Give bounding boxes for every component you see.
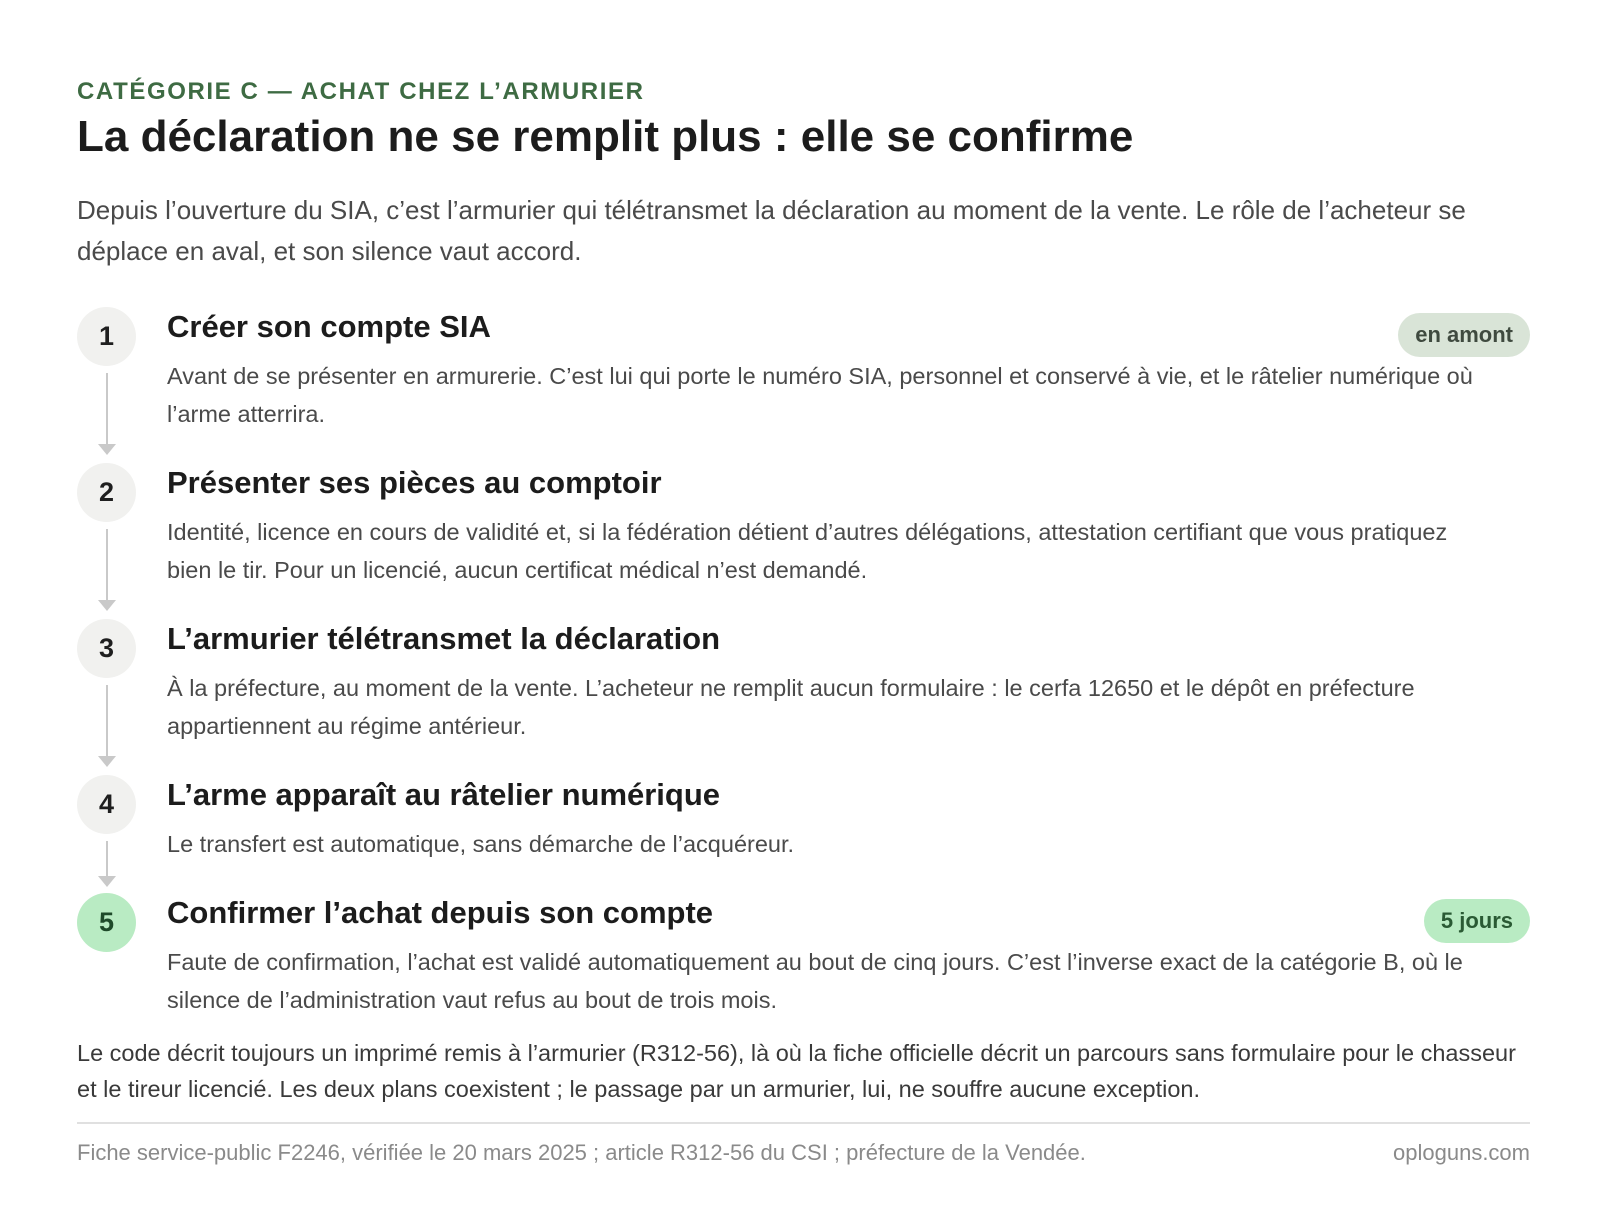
- step-title: L’armurier télétransmet la déclaration: [167, 621, 721, 656]
- arrow-down-icon: [98, 876, 116, 887]
- step-description: Le transfert est automatique, sans démarche de l’acquéreur.: [167, 831, 795, 857]
- step-title: Présenter ses pièces au comptoir: [167, 465, 662, 500]
- steps-list: [77, 0, 1530, 1214]
- intro-paragraph: Depuis l’ouverture du SIA, c’est l’armurier qui télétransmet la déclaration au moment de la vente. Le rôle de l’acheteur se déplace en aval, et son silence vaut accord.: [77, 195, 1466, 266]
- page-title: La déclaration ne se remplit plus : elle se confirme: [77, 112, 1134, 161]
- site-credit: oploguns.com: [1393, 1140, 1530, 1165]
- step-title: Confirmer l’achat depuis son compte: [167, 895, 714, 930]
- arrow-down-icon: [98, 756, 116, 767]
- step-number-badge: 2: [77, 463, 136, 522]
- footer-divider: [77, 1122, 1530, 1124]
- step-description: Identité, licence en cours de validité et, si la fédération détient d’autres délégations, attestation certifiant que vous pratiquez bien le tir. Pour un licencié, aucun certificat médical n’est demandé.: [167, 519, 1448, 583]
- step-number-badge: 3: [77, 619, 136, 678]
- legal-note: Le code décrit toujours un imprimé remis à l’armurier (R312-56), là où la fiche officielle décrit un parcours sans formulaire pour le chasseur et le tireur licencié. Les deux plans coexistent ; le passage par un armurier, lui, ne souffre aucune exception.: [77, 1040, 1516, 1102]
- deadline-badge: 5 jours: [1424, 899, 1530, 943]
- source-citation: Fiche service-public F2246, vérifiée le 20 mars 2025 ; article R312-56 du CSI ; préfecture de la Vendée.: [77, 1140, 1086, 1165]
- step-number-badge: 1: [77, 307, 136, 366]
- arrow-down-icon: [98, 444, 116, 455]
- step-connector: [106, 373, 108, 444]
- timing-badge: en amont: [1398, 313, 1530, 357]
- step-number-badge: 5: [77, 893, 136, 952]
- step-description: Faute de confirmation, l’achat est validé automatiquement au bout de cinq jours. C’est l’inverse exact de la catégorie B, où le silence de l’administration vaut refus au bout de trois mois.: [167, 949, 1463, 1013]
- arrow-down-icon: [98, 600, 116, 611]
- step-connector: [106, 685, 108, 756]
- step-title: Créer son compte SIA: [167, 309, 491, 344]
- infographic: [77, 0, 1530, 1214]
- step-connector: [106, 841, 108, 876]
- step-number-badge: 4: [77, 775, 136, 834]
- step-description: À la préfecture, au moment de la vente. L’acheteur ne remplit aucun formulaire : le cerfa 12650 et le dépôt en préfecture appartiennent au régime antérieur.: [167, 675, 1415, 739]
- step-title: L’arme apparaît au râtelier numérique: [167, 777, 721, 812]
- step-description: Avant de se présenter en armurerie. C’est lui qui porte le numéro SIA, personnel et conservé à vie, et le râtelier numérique où l’arme atterrira.: [167, 363, 1473, 427]
- step-connector: [106, 529, 108, 600]
- category-eyebrow: CATÉGORIE C — ACHAT CHEZ L’ARMURIER: [77, 78, 645, 105]
